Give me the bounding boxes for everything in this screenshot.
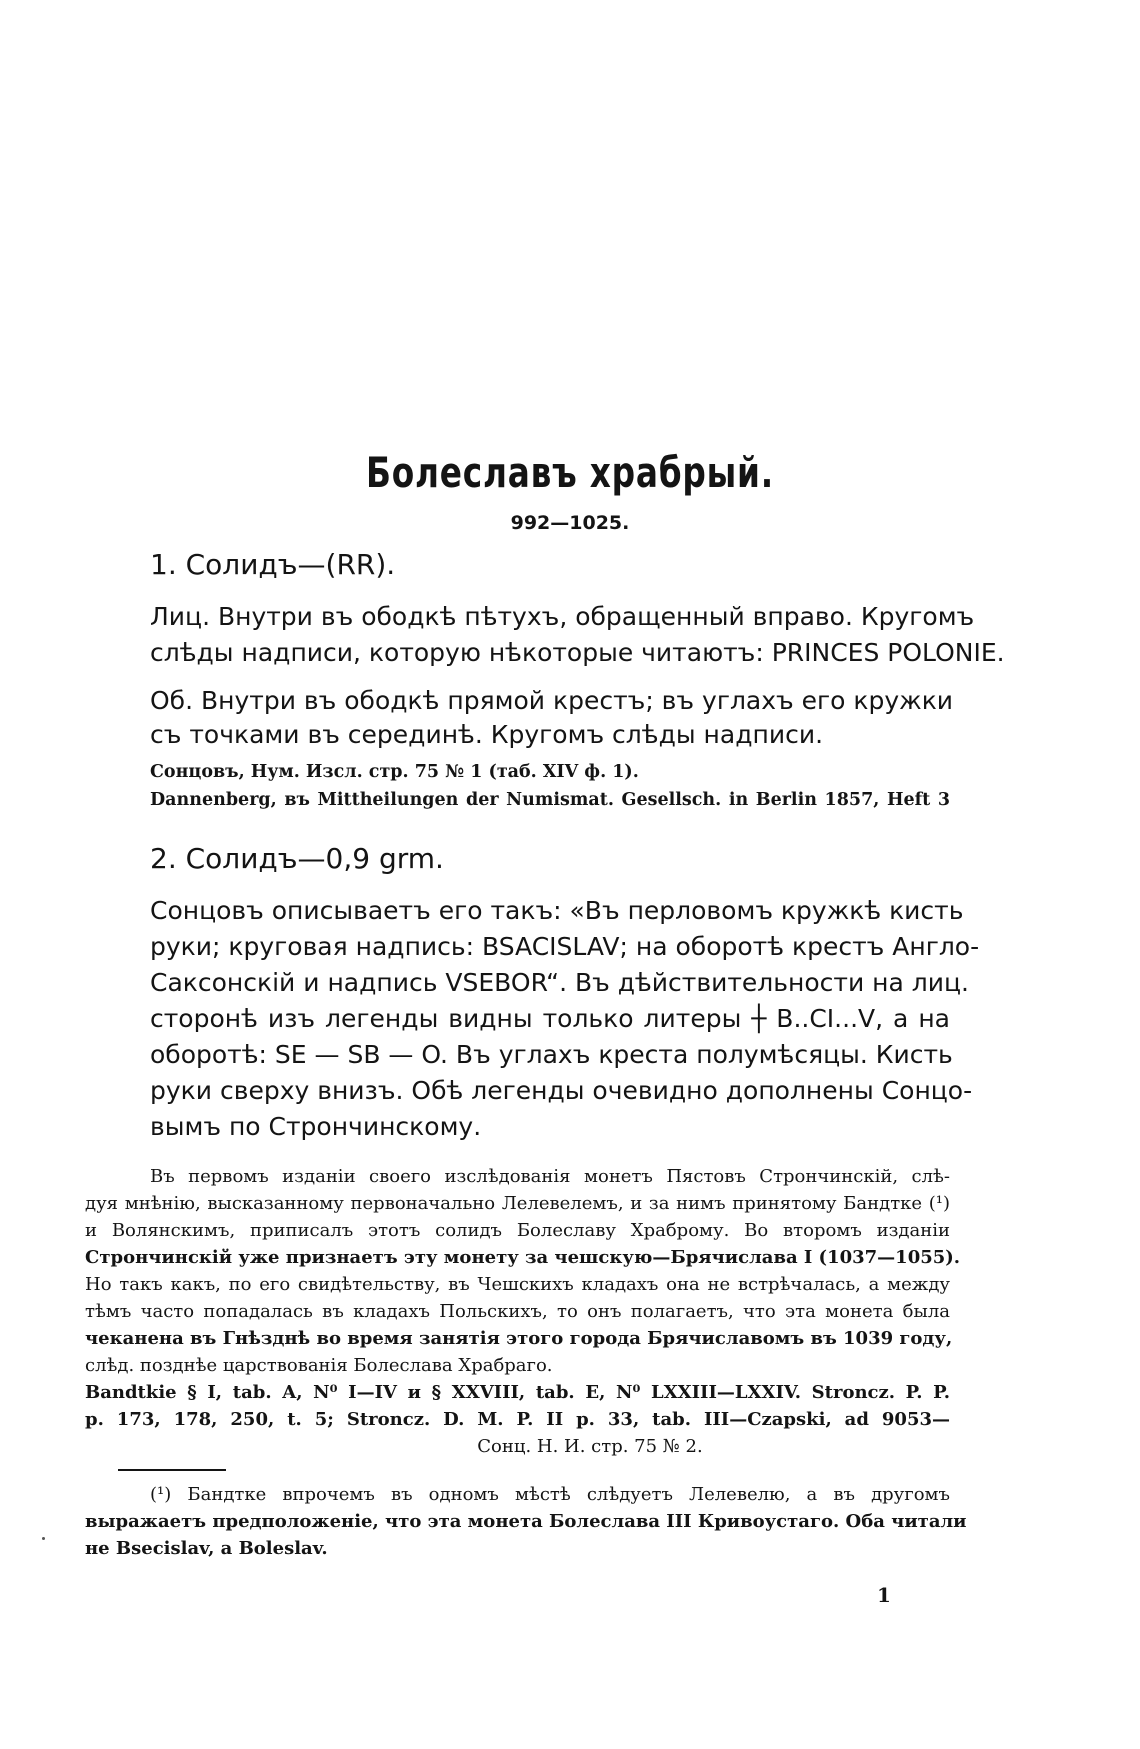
section-2-heading: 2. Солидъ—0,9 grm. <box>150 842 444 875</box>
reverse-line-2: съ точками въ серединѣ. Кругомъ слѣды надписи. <box>150 720 824 749</box>
body-line-4: сторонѣ изъ легенды видны только литеры ┼ B..CI...V, а на <box>150 1004 950 1033</box>
body-line-3: Саксонскій и надпись VSEBOR“. Въ дѣйствительности на лиц. <box>150 968 969 997</box>
note-line-3: и Волянскимъ, приписалъ этотъ солидъ Болеславу Храброму. Во второмъ изданіи <box>85 1220 950 1241</box>
page-title: Болеславъ храбрый. <box>365 448 775 497</box>
note-line-4: Стрончинскій уже признаетъ эту монету за чешскую—Брячислава I (1037—1055). <box>85 1247 961 1268</box>
obverse-line-2: слѣды надписи, которую нѣкоторые читаютъ: PRINCES POLONIE. <box>150 638 1005 667</box>
note-line-1: Въ первомъ изданіи своего изслѣдованія монетъ Пястовъ Стрончинскій, слѣ- <box>150 1166 950 1187</box>
reign-dates: 992—1025. <box>510 512 630 534</box>
body-line-2: руки; круговая надпись: BSACISLAV; на оборотѣ крестъ Англо- <box>150 932 980 961</box>
note-line-11: Сонц. Н. И. стр. 75 № 2. <box>477 1436 703 1457</box>
obverse-line-1: Лиц. Внутри въ ободкѣ пѣтухъ, обращенный вправо. Кругомъ <box>150 602 975 631</box>
reverse-line-1: Об. Внутри въ ободкѣ прямой крестъ; въ углахъ его кружки <box>150 686 954 715</box>
reference-line-2: Dannenberg, въ Mittheilungen der Numismat. Gesellsch. in Berlin 1857, Heft 3 <box>150 790 950 810</box>
footnote-line-3: не Bsecislav, а Boleslav. <box>85 1538 328 1559</box>
scan-speck <box>42 1537 45 1540</box>
footnote-line-2: выражаетъ предположеніе, что эта монета Болеслава III Кривоустаго. Оба читали <box>85 1511 967 1532</box>
note-line-2: дуя мнѣнію, высказанному первоначально Лелевелемъ, и за нимъ принятому Бандтке (¹) <box>85 1193 950 1214</box>
note-line-6: тѣмъ часто попадалась въ кладахъ Польскихъ, то онъ полагаетъ, что эта монета была <box>85 1301 950 1322</box>
note-line-10: p. 173, 178, 250, t. 5; Stroncz. D. M. P. II p. 33, tab. III—Czapski, ad 9053— <box>85 1409 950 1430</box>
note-line-9: Bandtkie § I, tab. A, N⁰ I—IV и § XXVIII, tab. E, N⁰ LXXIII—LXXIV. Stroncz. P. P. <box>85 1382 950 1403</box>
reference-line-1: Сонцовъ, Нум. Изсл. стр. 75 № 1 (таб. XIV ф. 1). <box>150 762 639 782</box>
note-line-7: чеканена въ Гнѣзднѣ во время занятія этого города Брячиславомъ въ 1039 году, <box>85 1328 953 1349</box>
note-line-5: Но такъ какъ, по его свидѣтельству, въ Чешскихъ кладахъ она не встрѣчалась, а между <box>85 1274 950 1295</box>
footnote-divider <box>118 1469 226 1471</box>
body-line-1: Сонцовъ описываетъ его такъ: «Въ перловомъ кружкѣ кисть <box>150 896 964 925</box>
body-line-6: руки сверху внизъ. Обѣ легенды очевидно дополнены Сонцо- <box>150 1076 973 1105</box>
page-number: 1 <box>877 1583 891 1607</box>
body-line-7: вымъ по Стрончинскому. <box>150 1112 482 1141</box>
body-line-5: оборотѣ: SE — SB — O. Въ углахъ креста полумѣсяцы. Кисть <box>150 1040 953 1069</box>
footnote-line-1: (¹) Бандтке впрочемъ въ одномъ мѣстѣ слѣдуетъ Лелевелю, а въ другомъ <box>150 1484 950 1505</box>
note-line-8: слѣд. позднѣе царствованія Болеслава Храбраго. <box>85 1355 553 1376</box>
section-1-heading: 1. Солидъ—(RR). <box>150 548 396 581</box>
